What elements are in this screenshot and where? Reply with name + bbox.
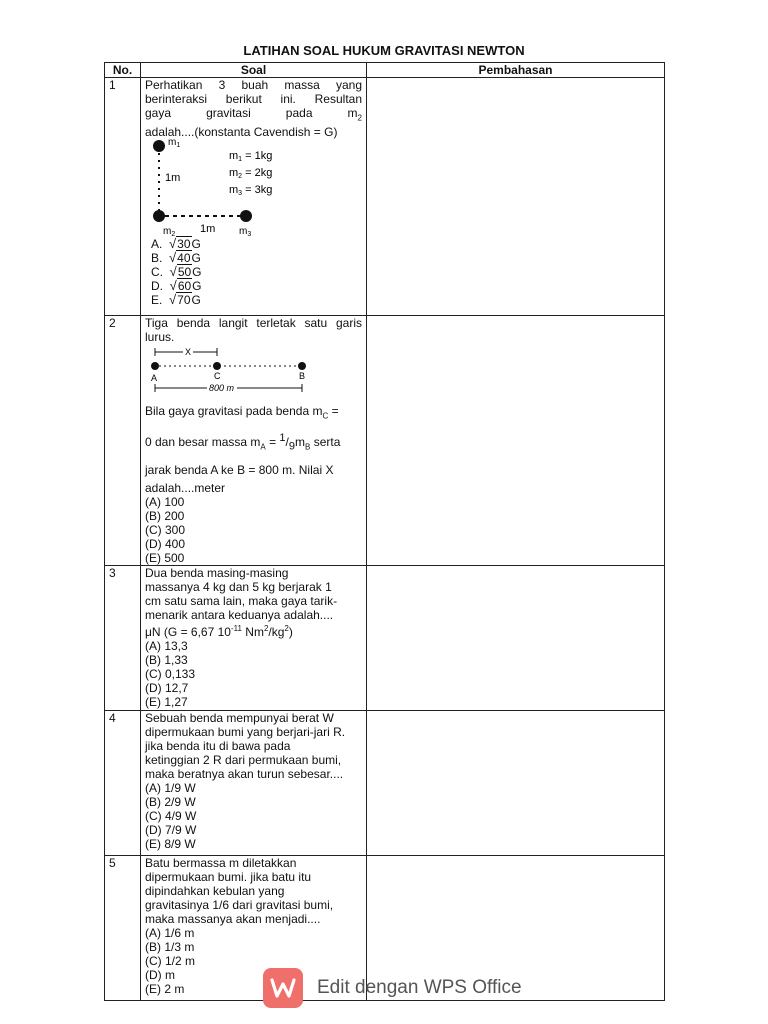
header-no: No.: [105, 63, 141, 78]
question-line: cm satu sama lain, maka gaya tarik-: [145, 593, 338, 608]
question-line: Dua benda masing-masing: [145, 565, 289, 580]
mass-value-m2: m2 = 2kg: [229, 167, 273, 181]
question-line: Bila gaya gravitasi pada benda $m_C$ =: [145, 404, 339, 421]
question-line: 0 dan besar massa $m_A = ^1/_9m_B$ serta: [145, 432, 341, 453]
option[interactable]: (B) 2/9 W: [145, 794, 196, 809]
option[interactable]: (B) 200: [145, 508, 185, 523]
question-line: dipermukaan bumi. jika batu itu: [145, 869, 312, 884]
question-line: maka beratnya akan turun sebesar....: [145, 766, 344, 781]
table-row: [105, 78, 665, 316]
label-x: X: [185, 347, 192, 357]
mass-m2-dot: [153, 210, 165, 222]
question-table: [104, 62, 665, 1001]
question-line: berinteraksi berikut ini. Resultan: [145, 92, 362, 106]
table-row: [105, 565, 665, 710]
question-text: [141, 316, 367, 566]
question-line: dipermukaan bumi yang berjari-jari R.: [145, 724, 346, 739]
option[interactable]: C. √50G: [151, 264, 202, 280]
question-line: ketinggian 2 R dari permukaan bumi,: [145, 752, 342, 767]
label-b: B: [299, 371, 306, 381]
answer-cell[interactable]: [367, 316, 665, 566]
mass-m3-dot: [240, 210, 252, 222]
question-line: adalah....meter: [145, 480, 226, 495]
question-line: μN (G = 6,67 $10^{-11}$ $Nm^2/kg^2$): [145, 623, 293, 639]
question-line: jika benda itu di bawa pada: [145, 738, 291, 753]
question-line: jarak benda A ke B = 800 m. Nilai X: [145, 462, 334, 477]
option[interactable]: (B) 1/3 m: [145, 939, 195, 954]
question-line: Batu bermassa m diletakkan: [145, 855, 297, 870]
header-soal: Soal: [141, 63, 367, 78]
question-line: gaya gravitasi pada $m_2$: [145, 106, 362, 123]
question-line: Sebuah benda mempunyai berat W: [145, 710, 334, 725]
option[interactable]: (D) 7/9 W: [145, 822, 197, 837]
question-line: maka massanya akan menjadi....: [145, 911, 321, 926]
question-number: 3: [105, 565, 141, 710]
table-row: [105, 316, 665, 566]
answer-cell[interactable]: [367, 710, 665, 855]
question-line: massanya 4 kg dan 5 kg berjarak 1: [145, 579, 332, 594]
option[interactable]: (D) 400: [145, 536, 186, 551]
option[interactable]: (A) 1/9 W: [145, 780, 196, 795]
question-line: Tiga benda langit terletak satu garis: [145, 316, 362, 330]
option[interactable]: (E) 8/9 W: [145, 836, 196, 851]
question-number: 4: [105, 710, 141, 855]
option[interactable]: (C) 300: [145, 522, 186, 537]
header-row: [105, 63, 665, 78]
option[interactable]: (E) 500: [145, 550, 185, 565]
table-row: [105, 710, 665, 855]
label-m3: $m_3$: [239, 226, 252, 238]
question-number: 1: [105, 78, 141, 316]
label-a: A: [151, 373, 158, 383]
option[interactable]: (D) 12,7: [145, 680, 189, 695]
question-number: 2: [105, 316, 141, 566]
option[interactable]: E. √70G: [151, 292, 201, 308]
question-line: gravitasinya 1/6 dari gravitasi bumi,: [145, 897, 334, 912]
question-line: adalah....(konstanta Cavendish = G): [145, 125, 338, 140]
option[interactable]: (A) 13,3: [145, 638, 188, 653]
option[interactable]: A. √30G: [151, 236, 201, 252]
option[interactable]: (C) 1/2 m: [145, 953, 196, 968]
wps-watermark[interactable]: [263, 968, 522, 1008]
option[interactable]: (C) 0,133: [145, 666, 196, 681]
option[interactable]: (A) 1/6 m: [145, 925, 195, 940]
question-line: dipindahkan kebulan yang: [145, 883, 285, 898]
mass-value-m3: m3 = 3kg: [229, 184, 273, 198]
label-m2: $m_2$: [163, 226, 176, 238]
label-dist-vertical: 1m: [165, 172, 181, 185]
question-line: Perhatikan 3 buah massa yang: [145, 78, 362, 92]
mass-diagram: [145, 139, 345, 237]
mass-value-m1: m1 = 1kg: [229, 150, 273, 164]
watermark-text: Edit dengan WPS Office: [317, 977, 522, 998]
question-number: 5: [105, 855, 141, 1000]
label-dist-horizontal: 1m: [200, 223, 216, 236]
option[interactable]: (E) 2 m: [145, 981, 185, 996]
option[interactable]: D. √60G: [151, 278, 202, 294]
option[interactable]: B. √40G: [151, 250, 201, 266]
question-line: menarik antara keduanya adalah....: [145, 607, 334, 622]
header-pembahasan: Pembahasan: [367, 63, 665, 78]
question-line: lurus.: [145, 330, 175, 344]
answer-cell[interactable]: [367, 565, 665, 710]
label-c: C: [214, 371, 221, 381]
mass-m1-dot: [153, 140, 165, 152]
question-text: [141, 78, 367, 316]
body-a-dot: [151, 362, 159, 370]
planet-line-diagram: [145, 344, 345, 400]
body-c-dot: [213, 362, 221, 370]
body-b-dot: [298, 362, 306, 370]
answer-cell[interactable]: [367, 78, 665, 316]
option[interactable]: (D) m: [145, 967, 175, 982]
option[interactable]: (E) 1,27: [145, 694, 188, 709]
question-text: [141, 565, 367, 710]
option[interactable]: (C) 4/9 W: [145, 808, 197, 823]
option[interactable]: (B) 1,33: [145, 652, 188, 667]
label-800m: 800 m: [209, 383, 235, 393]
label-m1: $m_1$: [168, 139, 181, 150]
wps-logo-icon: [263, 968, 303, 1008]
question-text: [141, 710, 367, 855]
worksheet-title: LATIHAN SOAL HUKUM GRAVITASI NEWTON: [243, 43, 525, 58]
option[interactable]: (A) 100: [145, 494, 185, 509]
